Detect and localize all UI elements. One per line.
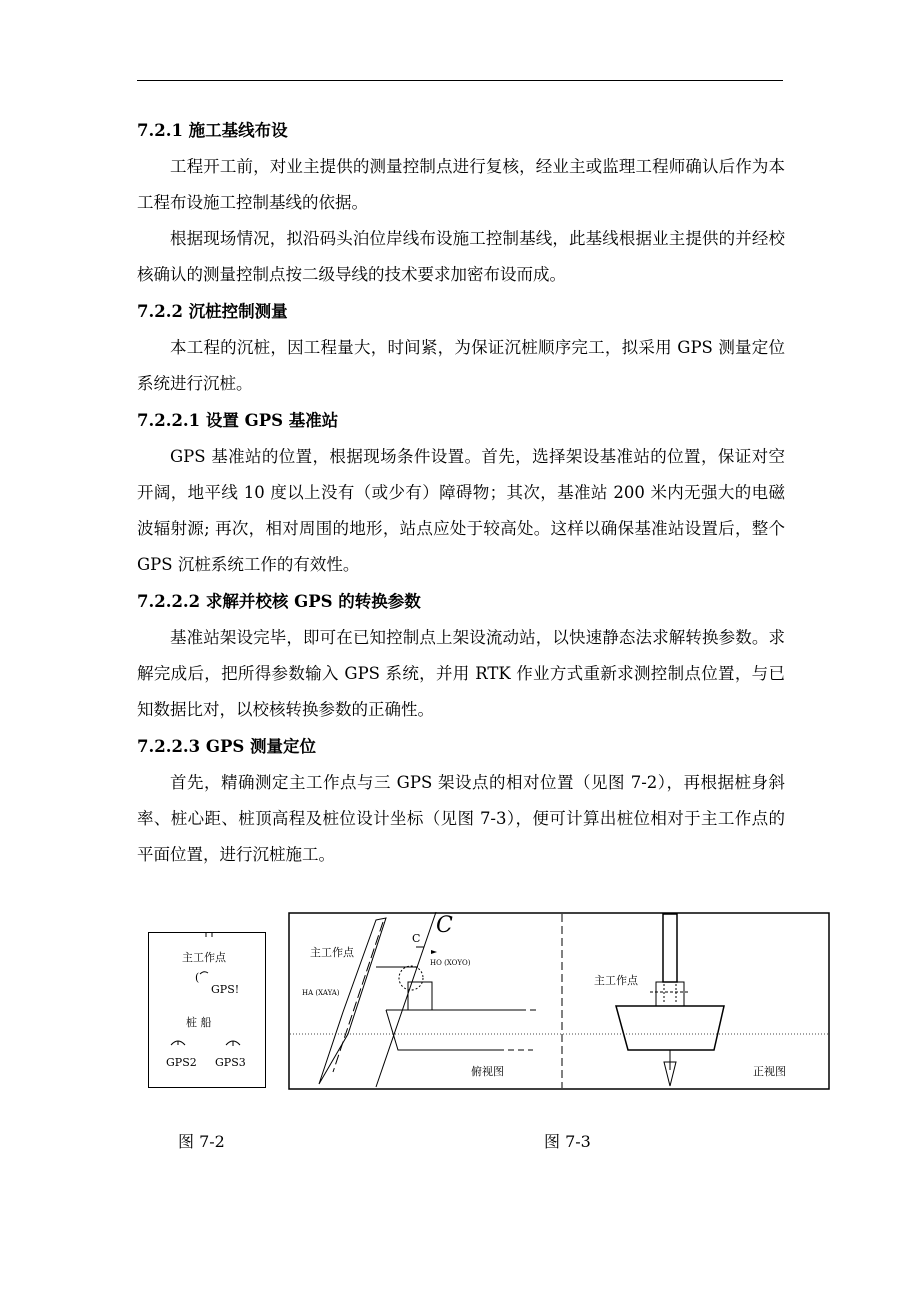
figure-7-2 <box>148 932 266 1088</box>
ship-label: 桩 船 <box>186 1016 212 1029</box>
cross-line <box>376 912 436 1087</box>
paragraph: GPS 基准站的位置，根据现场条件设置。首先，选择架设基准站的位置，保证对空开阔，地平线 10 度以上没有（或少有）障碍物；其次，基准站 200 米内无强大的电磁波辐射源; 再次，相对周围的地形，站点应处于较高处。这样以确保基准站设置后，整个 GPS 沉桩系统工作的有效性。 <box>137 447 785 574</box>
body-text <box>137 112 785 873</box>
heading-7-2-2-2: 7.2.2.2 求解并校核 GPS 的转换参数 <box>137 592 421 611</box>
ship-hull <box>616 1006 724 1050</box>
main-point-left-label: 主工作点 <box>310 946 354 959</box>
main-point-right-label: 主工作点 <box>594 974 638 987</box>
heading-7-2-2-3: 7.2.2.3 GPS 测量定位 <box>137 737 317 756</box>
paragraph: 工程开工前，对业主提供的测量控制点进行复核，经业主或监理工程师确认后作为本工程布设施工控制基线的依据。 <box>137 157 785 212</box>
paragraph: 首先，精确测定主工作点与三 GPS 架设点的相对位置（见图 7-2），再根据桩身斜率、桩心距、桩顶高程及桩位设计坐标（见图 7-3），便可计算出桩位相对于主工作点的平面位置，进行沉桩施工。 <box>137 773 785 864</box>
figure-frame <box>289 913 829 1089</box>
ho-label: HO (XOYO) <box>430 959 471 967</box>
header-rule <box>137 80 783 81</box>
pile-shaft <box>663 914 677 982</box>
top-view-diagram <box>302 912 540 1087</box>
figure-7-3 <box>288 912 831 1092</box>
ship-edge-lower <box>386 1010 498 1050</box>
gps1-label: GPS! <box>211 983 240 996</box>
figure-7-3-caption: 图 7-3 <box>544 1132 591 1151</box>
c-small-label: C <box>412 932 421 945</box>
paragraph: 本工程的沉桩，因工程量大，时间紧，为保证沉桩顺序完工，拟采用 GPS 测量定位系统进行沉桩。 <box>137 338 785 393</box>
gps1-antenna-icon <box>200 972 208 974</box>
svg-text:(: ( <box>195 971 200 984</box>
top-view-label: 俯视图 <box>471 1065 504 1078</box>
c-large-label: C <box>436 913 453 938</box>
figure-7-2-caption: 图 7-2 <box>178 1132 225 1151</box>
gps3-label: GPS3 <box>215 1056 246 1069</box>
main-point-label: 主工作点 <box>182 951 226 964</box>
front-view-diagram <box>594 914 786 1086</box>
pile-clamp <box>656 982 684 1006</box>
pile-axis-line <box>333 922 383 1072</box>
gps2-label: GPS2 <box>166 1056 197 1069</box>
heading-7-2-2: 7.2.2 沉桩控制测量 <box>137 302 288 321</box>
front-view-label: 正视图 <box>753 1065 786 1078</box>
ha-label: HA (XAYA) <box>302 989 340 997</box>
heading-7-2-2-1: 7.2.2.1 设置 GPS 基准站 <box>137 411 339 430</box>
paragraph: 基准站架设完毕，即可在已知控制点上架设流动站，以快速静态法求解转换参数。求解完成后，把所得参数输入 GPS 系统，并用 RTK 作业方式重新求测控制点位置，与已知数据比对，以校核转换参数的正确性。 <box>137 628 785 719</box>
heading-7-2-1: 7.2.1 施工基线布设 <box>137 121 288 140</box>
paragraph: 根据现场情况，拟沿码头泊位岸线布设施工控制基线，此基线根据业主提供的并经校核确认的测量控制点按二级导线的技术要求加密布设而成。 <box>137 229 785 284</box>
direction-arrow-icon <box>431 950 437 954</box>
